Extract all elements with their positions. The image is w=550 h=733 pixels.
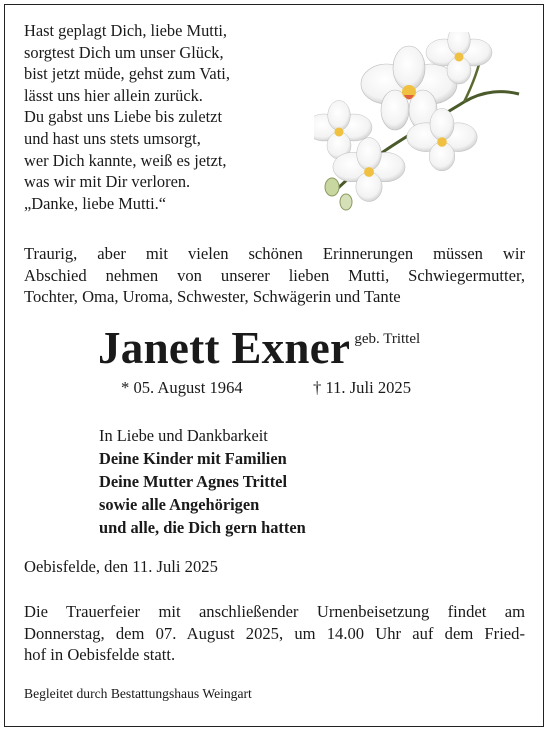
funeral-line: Die Trauerfeier mit anschließender Urnenbeisetzung findet am — [24, 602, 525, 621]
funeral-info — [24, 601, 525, 666]
poem-line: bist jetzt müde, gehst zum Vati, — [24, 64, 230, 84]
place-date: Oebisfelde, den 11. Juli 2025 — [24, 557, 218, 576]
mourner-line: Deine Kinder mit Familien — [99, 449, 287, 468]
orchid-image — [314, 32, 524, 217]
mourner-line: und alle, die Dich gern hatten — [99, 518, 306, 537]
poem-line: lässt uns hier allein zurück. — [24, 85, 203, 105]
poem-line: was wir mit Dir verloren. — [24, 172, 191, 192]
maiden-name: geb. Trittel — [354, 331, 421, 347]
poem-line: und hast uns stets umsorgt, — [24, 128, 201, 148]
poem-line: „Danke, liebe Mutti.“ — [24, 193, 167, 213]
funeral-line: hof in Oebisfelde statt. — [24, 645, 176, 665]
intro-line: Abschied nehmen von unserer lieben Mutti, Schwiegermutter, — [24, 265, 525, 285]
funeral-line: Donnerstag, dem 07. August 2025, um 14.00 Uhr auf dem Fried- — [24, 623, 525, 643]
mourners — [99, 424, 306, 539]
intro-line: Tochter, Oma, Uroma, Schwester, Schwägerin und Tante — [24, 287, 401, 307]
intro-text — [24, 243, 525, 308]
undertaker-credit: Begleitet durch Bestattungshaus Weingart — [24, 686, 252, 701]
mourner-line: sowie alle Angehörigen — [99, 495, 260, 514]
poem — [24, 20, 230, 214]
poem-line: sorgtest Dich um unser Glück, — [24, 42, 224, 62]
death-date: † 11. Juli 2025 — [313, 378, 412, 397]
poem-line: Hast geplagt Dich, liebe Mutti, — [24, 21, 228, 40]
poem-line: Du gabst uns Liebe bis zuletzt — [24, 107, 223, 127]
mourner-line: Deine Mutter Agnes Trittel — [99, 472, 287, 491]
intro-line: Traurig, aber mit vielen schönen Erinnerungen müssen wir — [24, 244, 525, 263]
deceased-name: Janett Exner — [98, 323, 351, 373]
poem-line: wer Dich kannte, weiß es jetzt, — [24, 150, 227, 170]
mourners-intro: In Liebe und Dankbarkeit — [99, 426, 268, 445]
birth-date: * 05. August 1964 — [121, 378, 243, 397]
deceased-name-row — [98, 322, 420, 374]
